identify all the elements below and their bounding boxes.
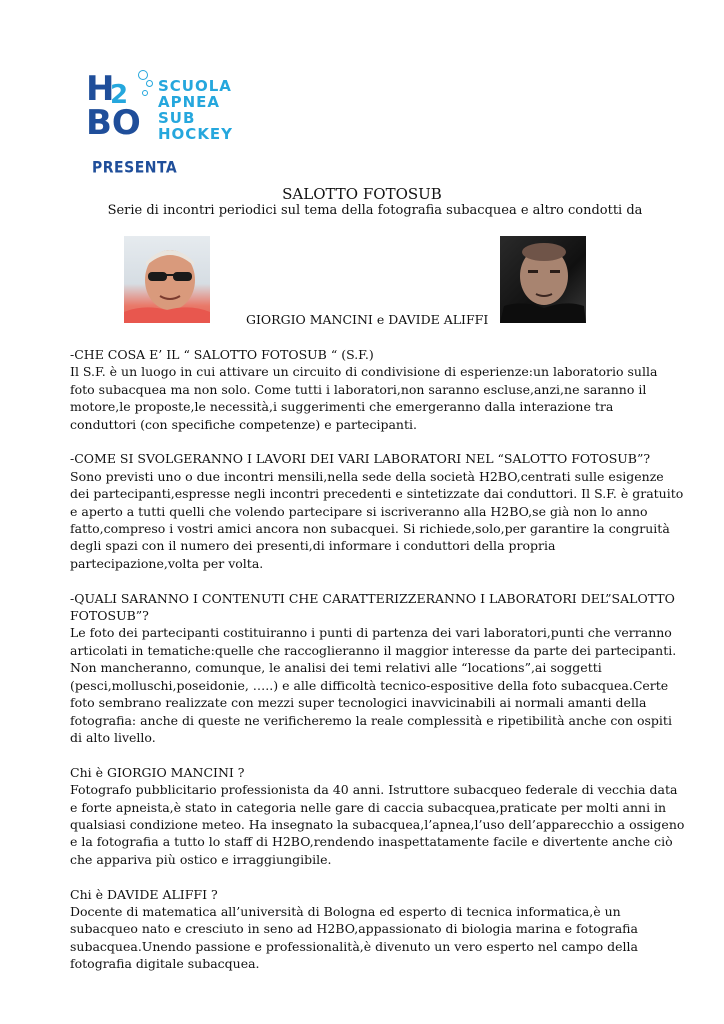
presenta-label: PRESENTA — [92, 158, 178, 178]
document-body — [70, 346, 685, 990]
text-line: di alto livello. — [70, 729, 156, 745]
text-line: Chi è GIORGIO MANCINI ? — [70, 764, 245, 780]
section-contenuti — [70, 590, 677, 747]
logo-letter-h: H — [86, 69, 115, 109]
page-title: SALOTTO FOTOSUB — [282, 185, 442, 203]
text-line: fatto,compreso i vostri amici ancora non subacquei. Si richiede,solo,per garantire la congruità — [70, 521, 670, 537]
section-come-si-svolgeranno — [70, 450, 684, 572]
logo-line: SUB — [158, 109, 196, 127]
text-line: fotografia digitale subacquea. — [70, 956, 260, 972]
text-line: fotografia: anche di queste ne verificheremo la reale complessità e ripetibilità anche con ospiti — [70, 712, 672, 728]
text-line: dei partecipanti,espresse negli incontri precedenti e sintetizzate dai conduttori. Il S.F. è gratuito — [70, 486, 684, 502]
logo-line: APNEA — [158, 93, 221, 111]
text-line: motore,le proposte,le necessità,i suggerimenti che emergeranno dalla interazione tra — [70, 399, 614, 415]
text-line: Docente di matematica all’università di Bologna ed esperto di tecnica informatica,è un — [70, 903, 621, 919]
text-line: e la fotografia a tutto lo staff di H2BO,rendendo inaspettatamente facile e divertente anche ciò — [70, 834, 673, 850]
text-line: degli spazi con il numero dei presenti,di informare i conduttori della propria — [70, 538, 556, 554]
text-line: articolati in tematiche:quelle che raccoglieranno il maggior interesse da parte dei partecipanti. — [70, 642, 677, 658]
text-line: qualsiasi condizione meteo. Ha insegnato la subacquea,l’apnea,l’uso dell’apparecchio a ossigeno — [70, 816, 685, 832]
logo-mark — [86, 69, 150, 143]
text-line: FOTOSUB”? — [70, 608, 149, 624]
bubble-icon — [138, 70, 148, 80]
page-subtitle: Serie di incontri periodici sul tema della fotografia subacquea e altro condotti da — [107, 203, 643, 218]
text-line: Non mancheranno, comunque, le analisi dei temi relativi alle “locations”,ai soggetti — [70, 660, 602, 676]
h2bo-logo — [86, 70, 246, 180]
text-line: subacquea.Unendo passione e professionalità,è divenuto un vero esperto nel campo della — [70, 938, 638, 954]
logo-letters-bo: BO — [86, 103, 141, 143]
text-line: Fotografo pubblicitario professionista da 40 anni. Istruttore subacqueo federale di vecchia data — [70, 782, 678, 798]
bubble-icon — [146, 80, 153, 87]
text-line: Sono previsti uno o due incontri mensili,nella sede della società H2BO,centrati sulle esigenze — [70, 468, 664, 484]
text-line: conduttori (con specifiche competenze) e partecipanti. — [70, 416, 417, 432]
davide-aliffi-photo — [500, 236, 586, 323]
text-line: -CHE COSA E’ IL “ SALOTTO FOTOSUB “ (S.F.) — [70, 347, 374, 362]
section-giorgio-mancini — [70, 764, 685, 868]
text-line: subacqueo nato e cresciuto in seno ad H2BO,appassionato di biologia marina e fotografia — [70, 921, 638, 937]
text-line: Il S.F. è un luogo in cui attivare un circuito di condivisione di esperienze:un laboratorio sulla — [70, 364, 658, 380]
giorgio-mancini-photo — [124, 236, 210, 323]
text-line: e forte apneista,è stato in categoria nelle gare di caccia subacquea,praticate per molti anni in — [70, 799, 667, 815]
text-line: Chi è DAVIDE ALIFFI ? — [70, 886, 218, 902]
text-line: e aperto a tutti quelli che volendo partecipare si iscriveranno alla H2BO,se già non lo anno — [70, 503, 648, 519]
bubble-icon — [142, 90, 148, 96]
hosts-names: GIORGIO MANCINI e DAVIDE ALIFFI — [246, 312, 489, 327]
text-line: foto sembrano realizzate con mezzi super tecnologici inavvicinabili ai normali amanti della — [70, 695, 647, 711]
text-line: (pesci,molluschi,poseidonie, …..) e alle difficoltà tecnico-espositive della foto subacquea.Certe — [70, 677, 669, 693]
logo-digit-2: 2 — [110, 80, 129, 110]
text-line: partecipazione,volta per volta. — [70, 555, 264, 571]
section-che-cosa — [70, 346, 670, 433]
text-line: -QUALI SARANNO I CONTENUTI CHE CARATTERIZZERANNO I LABORATORI DEL”SALOTTO — [70, 590, 675, 606]
text-line: che appariva più ostico e irraggiungibile. — [70, 851, 332, 867]
logo-wordmark — [158, 78, 233, 142]
logo-line: HOCKEY — [158, 125, 234, 143]
logo-line: SCUOLA — [158, 77, 232, 95]
text-line: Le foto dei partecipanti costituiranno i punti di partenza dei vari laboratori,punti che verranno — [70, 625, 672, 641]
text-line: foto subacquea ma non solo. Come tutti i laboratori,non saranno escluse,anzi,ne saranno il — [70, 381, 647, 397]
text-line: -COME SI SVOLGERANNO I LAVORI DEI VARI LABORATORI NEL “SALOTTO FOTOSUB”? — [70, 451, 651, 467]
section-davide-aliffi — [70, 886, 670, 973]
